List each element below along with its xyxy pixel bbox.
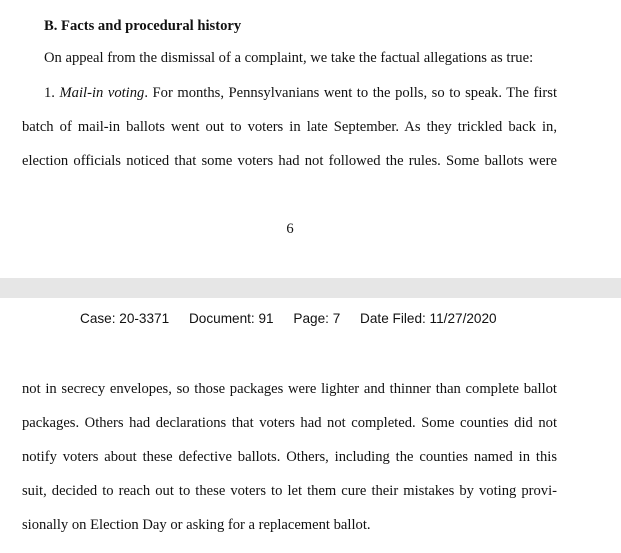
paragraph-1-line-1-text: . For months, Pennsylvanians went to the polls, so to speak. The first [144, 85, 558, 101]
page-number: 6 [286, 221, 294, 237]
body-line: suit, decided to reach out to these voters to let them cure their mistakes by voting provi- [22, 483, 557, 499]
document-page-7 [0, 298, 621, 553]
page-separator [0, 278, 621, 298]
case-number: Case: 20-3371 [80, 311, 170, 326]
date-filed: Date Filed: 11/27/2020 [360, 311, 497, 326]
body-line: packages. Others had declarations that voters had not completed. Some counties did not [22, 415, 557, 431]
case-header [80, 311, 497, 327]
page-label: Page: 7 [293, 311, 341, 326]
body-line: notify voters about these defective ballots. Others, including the counties named in this [22, 449, 557, 465]
paragraph-1-line-2: batch of mail-in ballots went out to voters in late September. As they trickled back in, [22, 119, 557, 135]
intro-paragraph: On appeal from the dismissal of a complaint, we take the factual allegations as true: [44, 50, 534, 66]
body-line: not in secrecy envelopes, so those packages were lighter and thinner than complete ballot [22, 381, 557, 397]
body-line: sionally on Election Day or asking for a replacement ballot. [22, 517, 371, 533]
paragraph-1-line-1 [44, 84, 557, 102]
paragraph-number: 1. [44, 85, 55, 101]
document-number: Document: 91 [188, 311, 274, 326]
paragraph-title-italic: Mail-in voting [59, 85, 145, 101]
paragraph-1-line-3: election officials noticed that some voters had not followed the rules. Some ballots were [22, 153, 557, 169]
section-heading: B. Facts and procedural history [44, 18, 242, 34]
